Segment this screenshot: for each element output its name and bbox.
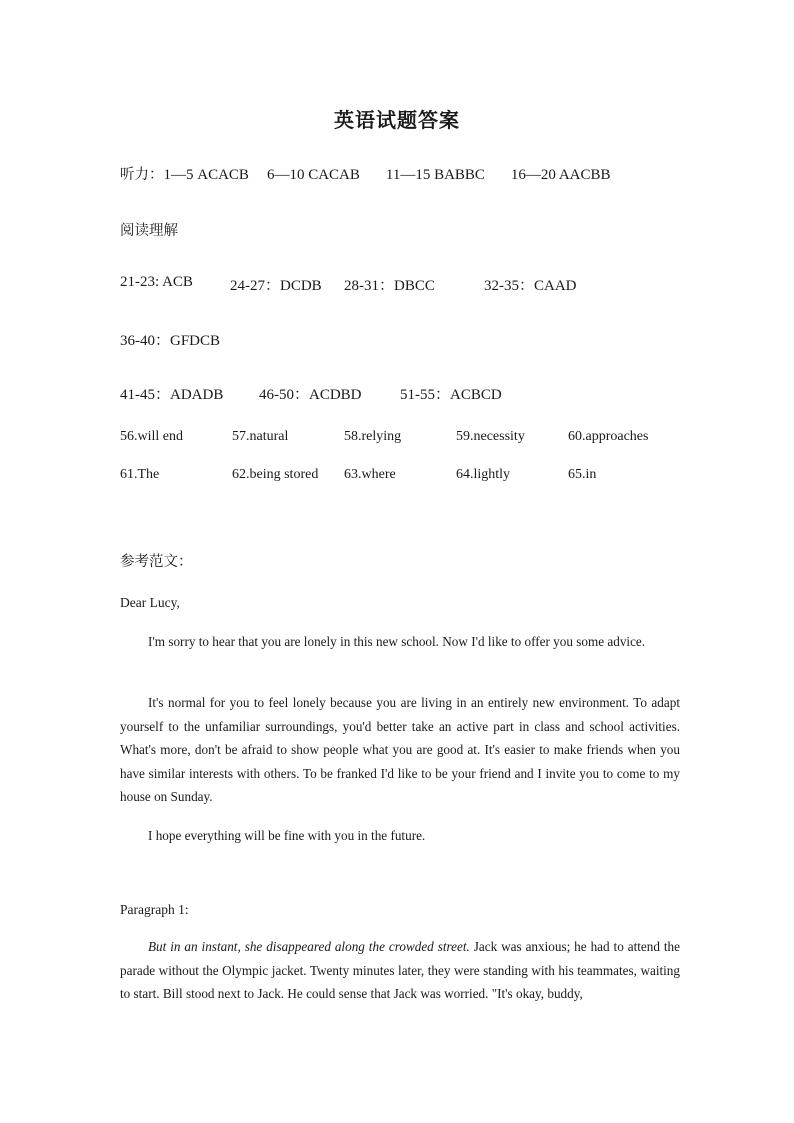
reading-answer: 51-55：ACBCD xyxy=(400,387,502,403)
continuation-label: Paragraph 1: xyxy=(120,902,189,917)
listening-group-2: 6—10 CACAB xyxy=(266,167,360,183)
listening-group-3: 11—15 BABBC xyxy=(385,167,485,183)
fill-answer: 64.lightly xyxy=(456,467,511,482)
reading-answer: 46-50：ACDBD xyxy=(259,387,362,403)
reading-answer: 32-35：CAAD xyxy=(484,278,577,294)
fill-answer: 61.The xyxy=(120,467,160,482)
continuation-italic-sentence: But in an instant, she disappeared along the crowded street. xyxy=(148,939,470,954)
essay-paragraph-2: It's normal for you to feel lonely because you are living in an entirely new environment. To adapt yourself to the unfamiliar surroundings, you'd better take an active part in class and school activities. What's more, don't be afraid to show people what you are good at. It's easier to make friends when you have similar interests with others. To be franked I'd like to be your friend and I invite you to come to my house on Sunday. xyxy=(120,695,680,804)
fill-row-1 xyxy=(120,429,680,449)
essay-label: 参考范文： xyxy=(120,554,193,570)
reading-answer: 21-23: ACB xyxy=(120,274,193,290)
page-title: 英语试题答案 xyxy=(334,108,460,132)
fill-answer: 62.being stored xyxy=(232,467,319,482)
essay-paragraph-3: I hope everything will be fine with you in the future. xyxy=(148,828,426,843)
essay-greeting: Dear Lucy, xyxy=(120,595,180,610)
reading-answer: 28-31：DBCC xyxy=(344,278,435,294)
fill-row-2 xyxy=(120,467,680,487)
reading-row-1 xyxy=(120,274,680,294)
reading-label: 阅读理解 xyxy=(120,223,178,239)
fill-answer: 58.relying xyxy=(344,429,402,444)
fill-answer: 60.approaches xyxy=(568,429,649,444)
fill-answer: 59.necessity xyxy=(456,429,525,444)
reading-row-3 xyxy=(120,383,680,403)
fill-answer: 65.in xyxy=(568,467,597,482)
fill-answer: 57.natural xyxy=(232,429,289,444)
continuation-text: Jack was anxious; he had to attend the parade without the Olympic jacket. Twenty minutes later, they were standing with his teammates, waiting to start. Bill stood next to Jack. He could sense that Jack was worried. "It's okay, buddy, xyxy=(120,939,680,1001)
reading-answer: 24-27：DCDB xyxy=(230,278,322,294)
listening-group-1: 1—5 ACACB xyxy=(163,167,249,183)
listening-label: 听力： xyxy=(120,167,164,183)
fill-answer: 63.where xyxy=(344,467,396,482)
listening-group-4: 16—20 AACBB xyxy=(510,167,611,183)
continuation-paragraph xyxy=(120,935,680,1006)
fill-answer: 56.will end xyxy=(120,429,183,444)
reading-row-2: 36-40：GFDCB xyxy=(120,333,221,349)
listening-answers xyxy=(120,163,611,184)
essay-paragraph-1: I'm sorry to hear that you are lonely in this new school. Now I'd like to offer you some advice. xyxy=(148,634,646,649)
reading-answer: 41-45：ADADB xyxy=(120,387,224,403)
